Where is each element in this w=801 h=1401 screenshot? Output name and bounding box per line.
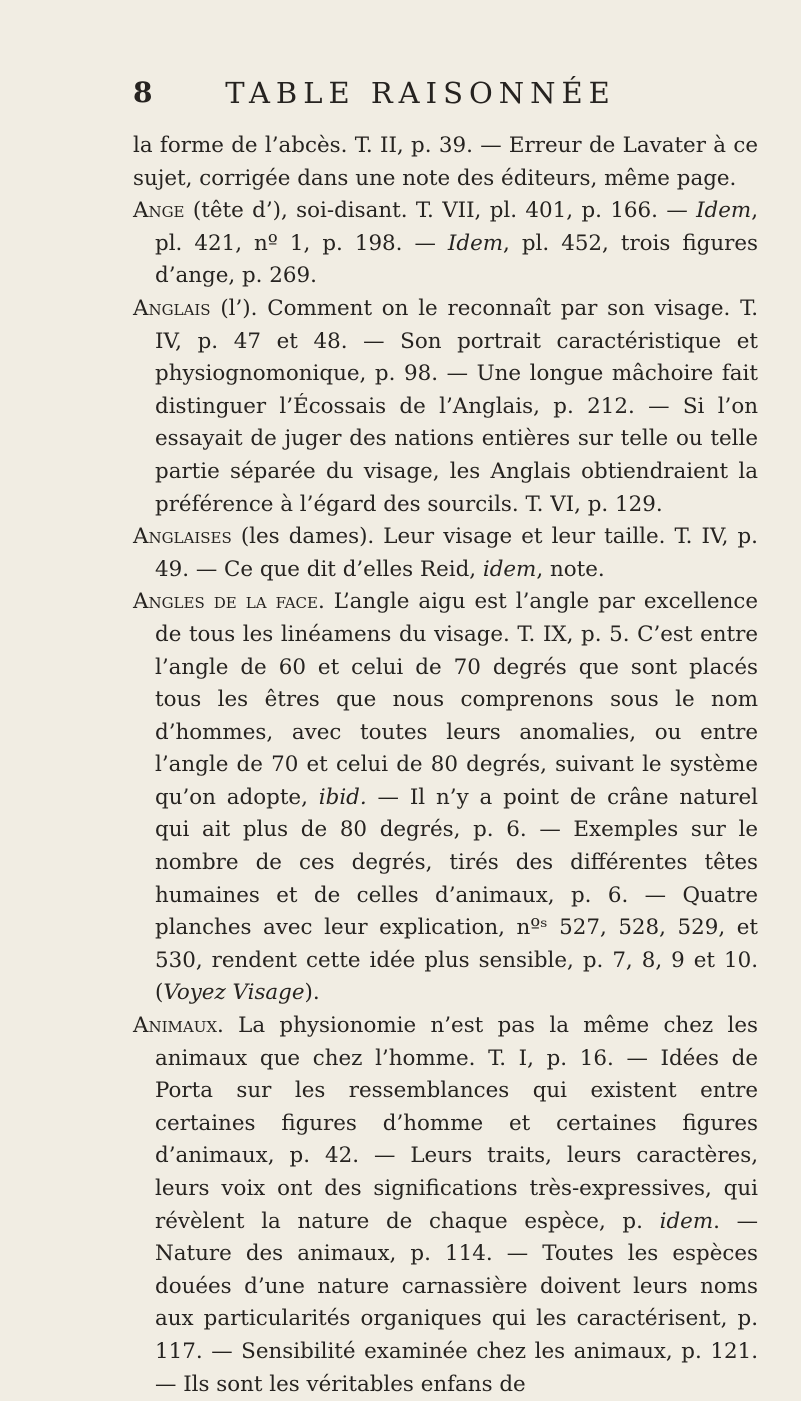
page-number: 8 (133, 76, 153, 109)
entry-headword: Angles de la face. (133, 589, 325, 615)
entry-text: La physionomie n’est pas la même chez les animaux que chez l’homme. T. I, p. 16. — Idées de Porta sur les ressemblances qui existent entre certaines figures d’homme et certaines figures d’animaux, p. 42. — Leurs traits, leurs caractères, leurs voix ont des significations très-expressives, qui révèlent la nature de chaque espèce, p. (155, 1013, 758, 1234)
entry-text: Voyez Visage (163, 980, 305, 1006)
entry-text: — Il n’y a point de crâne naturel qui ait plus de 80 degrés, p. 6. — Exemples sur le nombre de ces degrés, tirés des différentes têtes humaines et de celles d’animaux, p. 6. — Quatre planches avec leur explication, nºˢ 527, 528, 529, et 530, rendent cette idée plus sensible, p. 7, 8, 9 et 10. ( (155, 784, 758, 1006)
entry-text: la forme de l’abcès. T. II, p. 39. — Erreur de Lavater à ce sujet, corrigée dans une note des éditeurs, même page. (133, 133, 758, 191)
entry-headword: Ange (133, 198, 185, 224)
entry-text: . — Nature des animaux, p. 114. — Toutes les espèces douées d’une nature carnassière doivent leurs noms aux particularités organiques qui les caractérisent, p. 117. — Sensibilité examinée chez les animaux, p. 121. — Ils sont les véritables enfans de (155, 1208, 758, 1397)
entry-text: , pl. 452, trois figures d’ange, p. 269. (155, 230, 759, 289)
entry-text: idem (659, 1208, 714, 1234)
index-entry (133, 1010, 758, 1401)
entry-text: Idem (696, 198, 752, 224)
entry-headword: Animaux. (133, 1013, 224, 1039)
index-entry (133, 195, 758, 293)
entry-text: ibid. (318, 784, 367, 810)
index-entry (133, 293, 758, 521)
entry-text: (tête d’), soi-disant. T. VII, pl. 401, p. 166. — (184, 198, 697, 224)
entry-text: idem (482, 556, 537, 582)
entry-headword: Anglaises (133, 524, 232, 550)
entry-text: ). (304, 980, 320, 1006)
entry-text: , pl. 421, nº 1, p. 198. — (155, 198, 758, 256)
entry-text: , note. (536, 556, 605, 582)
entry-text: Idem (447, 230, 504, 256)
index-body (133, 130, 758, 1401)
entry-text: (l’). Comment on le reconnaît par son visage. T. IV, p. 47 et 48. — Son portrait caractéristique et physiognomonique, p. 98. — Une longue mâchoire fait distinguer l’Écossais de l’Anglais, p. 212. — Si l’on essayait de juger des nations entières sur telle ou telle partie séparée du visage, les Anglais obtiendraient la préférence à l’égard des sourcils. T. VI, p. 129. (155, 295, 758, 517)
index-entry (133, 130, 758, 195)
entry-headword: Anglais (133, 295, 211, 321)
index-entry (133, 586, 758, 1010)
entry-text: (les dames). Leur visage et leur taille. T. IV, p. 49. — Ce que dit d’elles Reid, (155, 524, 758, 582)
entry-text: L’angle aigu est l’angle par excellence de tous les linéamens du visage. T. IX, p. 5. C’est entre l’angle de 60 et celui de 70 degrés que sont placés tous les êtres que nous comprenons sous le nom d’hommes, avec toutes leurs anomalies, ou entre l’angle de 70 et celui de 80 degrés, suivant le système qu’on adopte, (155, 589, 758, 810)
page-header (0, 76, 801, 116)
index-entry (133, 521, 758, 586)
running-title: TABLE RAISONNÉE (225, 76, 616, 110)
